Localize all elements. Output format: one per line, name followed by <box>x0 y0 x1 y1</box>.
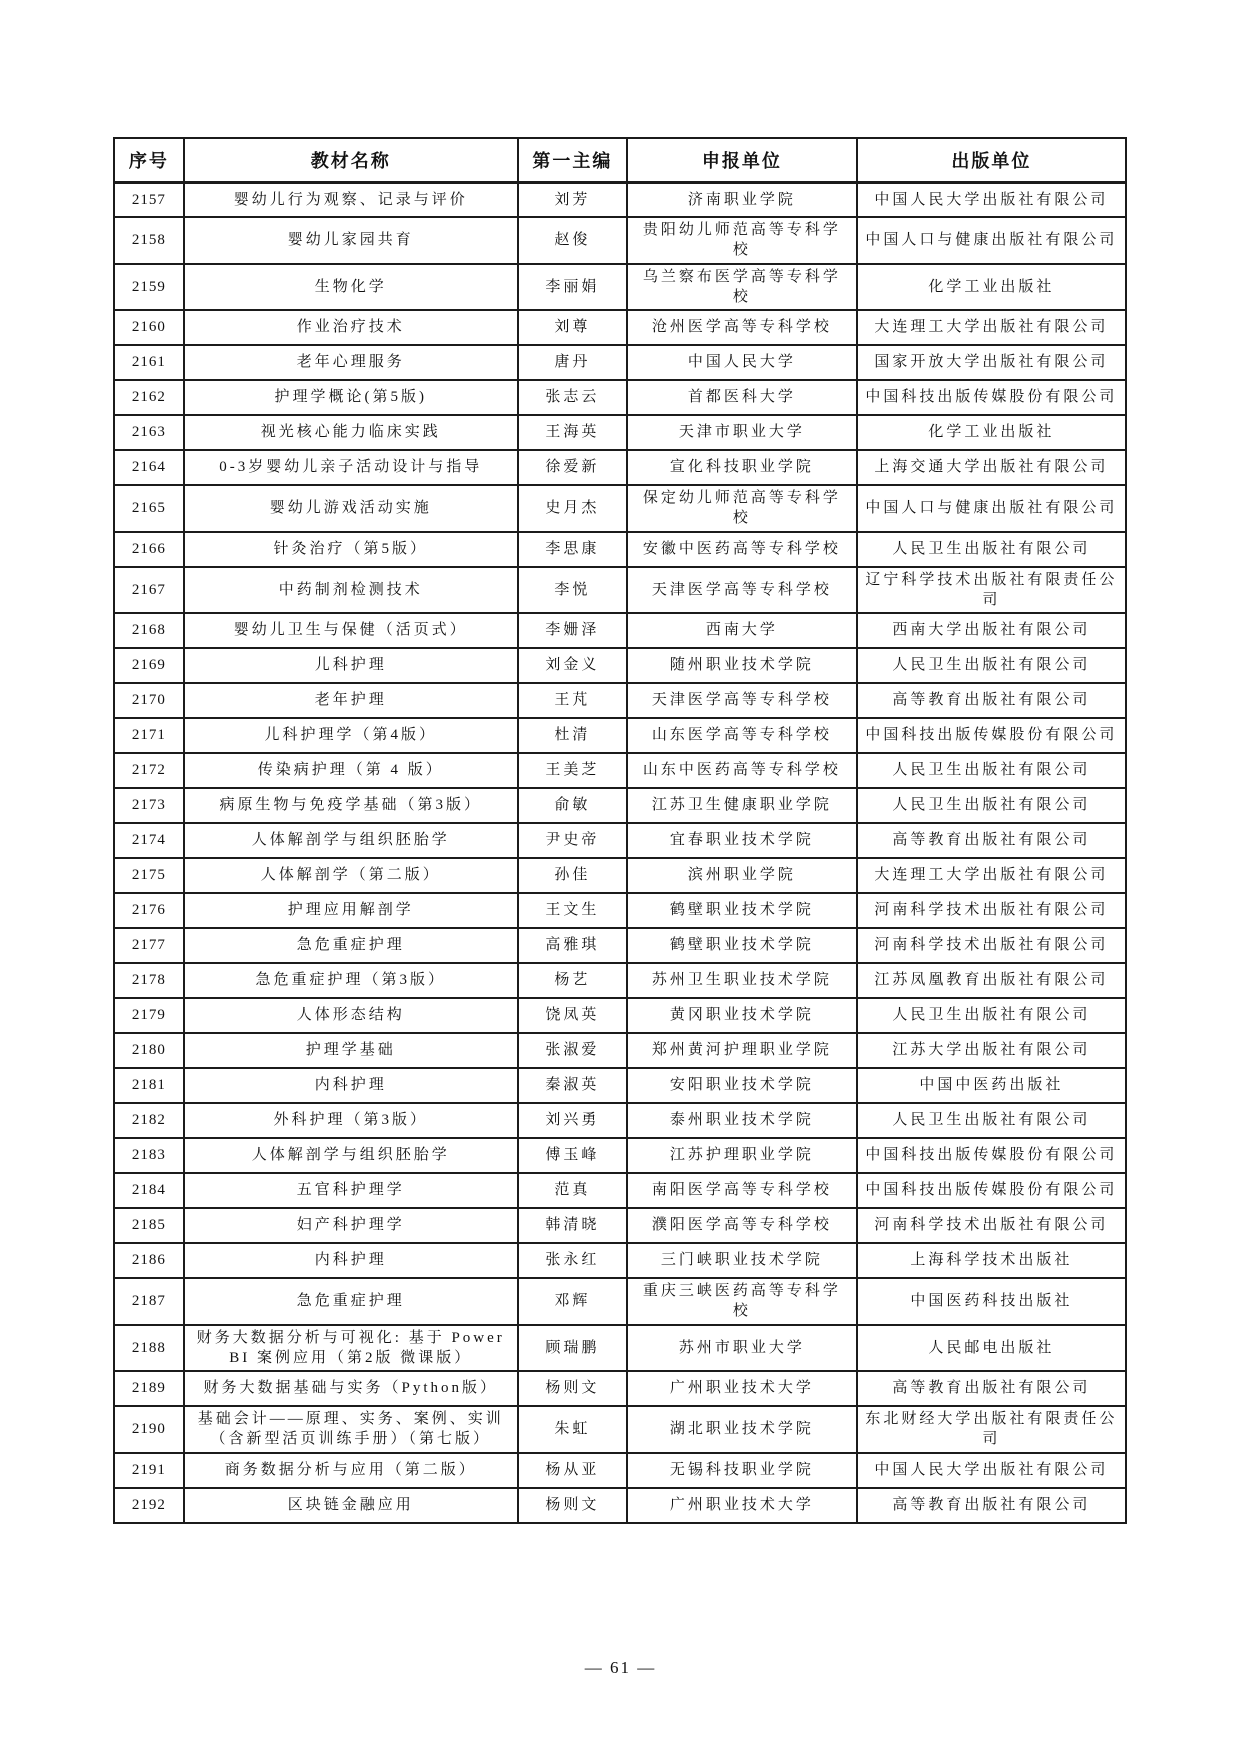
textbook-name-cell: 老年护理 <box>184 683 518 718</box>
publisher-unit-cell: 人民卫生出版社有限公司 <box>857 788 1126 823</box>
first-editor-cell: 顾瑞鹏 <box>518 1325 627 1372</box>
first-editor-cell: 杨则文 <box>518 1371 627 1406</box>
serial-number-cell: 2164 <box>114 450 184 485</box>
textbook-name-cell: 人体解剖学与组织胚胎学 <box>184 823 518 858</box>
applicant-unit-cell: 天津医学高等专科学校 <box>627 683 857 718</box>
first-editor-cell: 刘金义 <box>518 648 627 683</box>
textbook-name-cell: 儿科护理 <box>184 648 518 683</box>
textbook-name-cell: 视光核心能力临床实践 <box>184 415 518 450</box>
table-row <box>114 217 1126 264</box>
textbook-name-cell: 生物化学 <box>184 264 518 311</box>
publisher-unit-cell: 东北财经大学出版社有限责任公司 <box>857 1406 1126 1453</box>
first-editor-cell: 杨则文 <box>518 1488 627 1523</box>
textbook-name-cell: 婴幼儿游戏活动实施 <box>184 485 518 532</box>
first-editor-cell: 韩清晓 <box>518 1208 627 1243</box>
textbook-name-cell: 急危重症护理 <box>184 1278 518 1325</box>
serial-number-cell: 2169 <box>114 648 184 683</box>
serial-number-cell: 2161 <box>114 345 184 380</box>
textbook-name-cell: 人体形态结构 <box>184 998 518 1033</box>
serial-number-cell: 2187 <box>114 1278 184 1325</box>
first-editor-cell: 李姗泽 <box>518 613 627 648</box>
textbook-name-cell: 外科护理（第3版） <box>184 1103 518 1138</box>
first-editor-cell: 刘芳 <box>518 182 627 217</box>
table-row <box>114 648 1126 683</box>
textbook-name-cell: 商务数据分析与应用（第二版） <box>184 1453 518 1488</box>
publisher-unit-cell: 中国人口与健康出版社有限公司 <box>857 485 1126 532</box>
applicant-unit-cell: 三门峡职业技术学院 <box>627 1243 857 1278</box>
publisher-unit-cell: 人民卫生出版社有限公司 <box>857 648 1126 683</box>
first-editor-cell: 张淑爱 <box>518 1033 627 1068</box>
publisher-unit-cell: 国家开放大学出版社有限公司 <box>857 345 1126 380</box>
first-editor-cell: 俞敏 <box>518 788 627 823</box>
applicant-unit-cell: 湖北职业技术学院 <box>627 1406 857 1453</box>
serial-number-cell: 2160 <box>114 310 184 345</box>
publisher-unit-cell: 上海科学技术出版社 <box>857 1243 1126 1278</box>
first-editor-cell: 邓辉 <box>518 1278 627 1325</box>
textbook-name-cell: 作业治疗技术 <box>184 310 518 345</box>
serial-number-cell: 2163 <box>114 415 184 450</box>
col-header-publisher-unit: 出版单位 <box>857 138 1126 182</box>
serial-number-cell: 2166 <box>114 532 184 567</box>
first-editor-cell: 李悦 <box>518 567 627 614</box>
first-editor-cell: 张永红 <box>518 1243 627 1278</box>
table-row <box>114 1278 1126 1325</box>
publisher-unit-cell: 人民卫生出版社有限公司 <box>857 753 1126 788</box>
table-row <box>114 415 1126 450</box>
first-editor-cell: 王美芝 <box>518 753 627 788</box>
table-row <box>114 858 1126 893</box>
publisher-unit-cell: 人民邮电出版社 <box>857 1325 1126 1372</box>
table-row <box>114 753 1126 788</box>
table-row <box>114 567 1126 614</box>
publisher-unit-cell: 辽宁科学技术出版社有限责任公司 <box>857 567 1126 614</box>
table-row <box>114 1453 1126 1488</box>
textbook-name-cell: 财务大数据基础与实务（Python版） <box>184 1371 518 1406</box>
serial-number-cell: 2177 <box>114 928 184 963</box>
first-editor-cell: 范真 <box>518 1173 627 1208</box>
serial-number-cell: 2171 <box>114 718 184 753</box>
first-editor-cell: 孙佳 <box>518 858 627 893</box>
page-footer: — 61 — <box>584 1658 657 1677</box>
applicant-unit-cell: 黄冈职业技术学院 <box>627 998 857 1033</box>
textbook-name-cell: 传染病护理（第 4 版） <box>184 753 518 788</box>
first-editor-cell: 饶凤英 <box>518 998 627 1033</box>
publisher-unit-cell: 江苏大学出版社有限公司 <box>857 1033 1126 1068</box>
first-editor-cell: 王文生 <box>518 893 627 928</box>
applicant-unit-cell: 无锡科技职业学院 <box>627 1453 857 1488</box>
applicant-unit-cell: 滨州职业学院 <box>627 858 857 893</box>
table-row <box>114 1243 1126 1278</box>
publisher-unit-cell: 河南科学技术出版社有限公司 <box>857 893 1126 928</box>
table-row <box>114 718 1126 753</box>
serial-number-cell: 2182 <box>114 1103 184 1138</box>
textbook-name-cell: 妇产科护理学 <box>184 1208 518 1243</box>
publisher-unit-cell: 中国中医药出版社 <box>857 1068 1126 1103</box>
table-row <box>114 1033 1126 1068</box>
table-row <box>114 683 1126 718</box>
publisher-unit-cell: 人民卫生出版社有限公司 <box>857 532 1126 567</box>
table-row <box>114 532 1126 567</box>
applicant-unit-cell: 濮阳医学高等专科学校 <box>627 1208 857 1243</box>
serial-number-cell: 2157 <box>114 182 184 217</box>
serial-number-cell: 2186 <box>114 1243 184 1278</box>
applicant-unit-cell: 山东中医药高等专科学校 <box>627 753 857 788</box>
serial-number-cell: 2170 <box>114 683 184 718</box>
textbook-name-cell: 人体解剖学（第二版） <box>184 858 518 893</box>
applicant-unit-cell: 江苏卫生健康职业学院 <box>627 788 857 823</box>
applicant-unit-cell: 南阳医学高等专科学校 <box>627 1173 857 1208</box>
textbook-name-cell: 急危重症护理（第3版） <box>184 963 518 998</box>
serial-number-cell: 2174 <box>114 823 184 858</box>
first-editor-cell: 秦淑英 <box>518 1068 627 1103</box>
serial-number-cell: 2159 <box>114 264 184 311</box>
applicant-unit-cell: 首都医科大学 <box>627 380 857 415</box>
textbook-name-cell: 中药制剂检测技术 <box>184 567 518 614</box>
table-row <box>114 1173 1126 1208</box>
first-editor-cell: 赵俊 <box>518 217 627 264</box>
serial-number-cell: 2162 <box>114 380 184 415</box>
table-row <box>114 998 1126 1033</box>
applicant-unit-cell: 泰州职业技术学院 <box>627 1103 857 1138</box>
applicant-unit-cell: 宣化科技职业学院 <box>627 450 857 485</box>
applicant-unit-cell: 广州职业技术大学 <box>627 1488 857 1523</box>
publisher-unit-cell: 高等教育出版社有限公司 <box>857 683 1126 718</box>
textbook-name-cell: 区块链金融应用 <box>184 1488 518 1523</box>
publisher-unit-cell: 中国科技出版传媒股份有限公司 <box>857 1173 1126 1208</box>
serial-number-cell: 2181 <box>114 1068 184 1103</box>
serial-number-cell: 2175 <box>114 858 184 893</box>
publisher-unit-cell: 高等教育出版社有限公司 <box>857 823 1126 858</box>
applicant-unit-cell: 济南职业学院 <box>627 182 857 217</box>
table-row <box>114 823 1126 858</box>
textbook-name-cell: 婴幼儿家园共育 <box>184 217 518 264</box>
publisher-unit-cell: 人民卫生出版社有限公司 <box>857 998 1126 1033</box>
publisher-unit-cell: 大连理工大学出版社有限公司 <box>857 858 1126 893</box>
applicant-unit-cell: 郑州黄河护理职业学院 <box>627 1033 857 1068</box>
applicant-unit-cell: 沧州医学高等专科学校 <box>627 310 857 345</box>
publisher-unit-cell: 中国人民大学出版社有限公司 <box>857 182 1126 217</box>
publisher-unit-cell: 西南大学出版社有限公司 <box>857 613 1126 648</box>
publisher-unit-cell: 河南科学技术出版社有限公司 <box>857 928 1126 963</box>
applicant-unit-cell: 重庆三峡医药高等专科学校 <box>627 1278 857 1325</box>
applicant-unit-cell: 贵阳幼儿师范高等专科学校 <box>627 217 857 264</box>
first-editor-cell: 朱虹 <box>518 1406 627 1453</box>
table-body <box>114 182 1126 1523</box>
publisher-unit-cell: 上海交通大学出版社有限公司 <box>857 450 1126 485</box>
serial-number-cell: 2184 <box>114 1173 184 1208</box>
serial-number-cell: 2176 <box>114 893 184 928</box>
serial-number-cell: 2180 <box>114 1033 184 1068</box>
serial-number-cell: 2192 <box>114 1488 184 1523</box>
publisher-unit-cell: 人民卫生出版社有限公司 <box>857 1103 1126 1138</box>
first-editor-cell: 傅玉峰 <box>518 1138 627 1173</box>
publisher-unit-cell: 中国人民大学出版社有限公司 <box>857 1453 1126 1488</box>
first-editor-cell: 王芃 <box>518 683 627 718</box>
first-editor-cell: 史月杰 <box>518 485 627 532</box>
table-row <box>114 264 1126 311</box>
serial-number-cell: 2179 <box>114 998 184 1033</box>
publisher-unit-cell: 江苏凤凰教育出版社有限公司 <box>857 963 1126 998</box>
col-header-textbook-name: 教材名称 <box>184 138 518 182</box>
first-editor-cell: 杨艺 <box>518 963 627 998</box>
applicant-unit-cell: 乌兰察布医学高等专科学校 <box>627 264 857 311</box>
serial-number-cell: 2172 <box>114 753 184 788</box>
table-row <box>114 1068 1126 1103</box>
textbook-name-cell: 病原生物与免疫学基础（第3版） <box>184 788 518 823</box>
serial-number-cell: 2189 <box>114 1371 184 1406</box>
table-row <box>114 1138 1126 1173</box>
table-row <box>114 380 1126 415</box>
textbook-table <box>113 137 1127 1524</box>
serial-number-cell: 2178 <box>114 963 184 998</box>
table-row <box>114 963 1126 998</box>
textbook-name-cell: 护理学基础 <box>184 1033 518 1068</box>
first-editor-cell: 刘兴勇 <box>518 1103 627 1138</box>
first-editor-cell: 李丽娟 <box>518 264 627 311</box>
first-editor-cell: 尹史帝 <box>518 823 627 858</box>
applicant-unit-cell: 鹤壁职业技术学院 <box>627 893 857 928</box>
applicant-unit-cell: 苏州市职业大学 <box>627 1325 857 1372</box>
applicant-unit-cell: 西南大学 <box>627 613 857 648</box>
applicant-unit-cell: 宜春职业技术学院 <box>627 823 857 858</box>
table-row <box>114 450 1126 485</box>
applicant-unit-cell: 广州职业技术大学 <box>627 1371 857 1406</box>
publisher-unit-cell: 中国科技出版传媒股份有限公司 <box>857 718 1126 753</box>
textbook-name-cell: 儿科护理学（第4版） <box>184 718 518 753</box>
publisher-unit-cell: 中国人口与健康出版社有限公司 <box>857 217 1126 264</box>
applicant-unit-cell: 安阳职业技术学院 <box>627 1068 857 1103</box>
table-row <box>114 182 1126 217</box>
table-row <box>114 1208 1126 1243</box>
textbook-name-cell: 基础会计——原理、实务、案例、实训（含新型活页训练手册）（第七版） <box>184 1406 518 1453</box>
textbook-name-cell: 五官科护理学 <box>184 1173 518 1208</box>
applicant-unit-cell: 苏州卫生职业技术学院 <box>627 963 857 998</box>
serial-number-cell: 2190 <box>114 1406 184 1453</box>
publisher-unit-cell: 中国科技出版传媒股份有限公司 <box>857 380 1126 415</box>
first-editor-cell: 杨从亚 <box>518 1453 627 1488</box>
serial-number-cell: 2158 <box>114 217 184 264</box>
textbook-name-cell: 针灸治疗（第5版） <box>184 532 518 567</box>
serial-number-cell: 2185 <box>114 1208 184 1243</box>
first-editor-cell: 王海英 <box>518 415 627 450</box>
col-header-first-editor: 第一主编 <box>518 138 627 182</box>
serial-number-cell: 2188 <box>114 1325 184 1372</box>
textbook-name-cell: 内科护理 <box>184 1068 518 1103</box>
textbook-name-cell: 护理学概论(第5版) <box>184 380 518 415</box>
serial-number-cell: 2168 <box>114 613 184 648</box>
serial-number-cell: 2173 <box>114 788 184 823</box>
first-editor-cell: 刘尊 <box>518 310 627 345</box>
table-header <box>114 138 1126 182</box>
applicant-unit-cell: 保定幼儿师范高等专科学校 <box>627 485 857 532</box>
table-row <box>114 1406 1126 1453</box>
applicant-unit-cell: 天津市职业大学 <box>627 415 857 450</box>
table-row <box>114 485 1126 532</box>
serial-number-cell: 2183 <box>114 1138 184 1173</box>
first-editor-cell: 李思康 <box>518 532 627 567</box>
publisher-unit-cell: 高等教育出版社有限公司 <box>857 1371 1126 1406</box>
publisher-unit-cell: 高等教育出版社有限公司 <box>857 1488 1126 1523</box>
table-row <box>114 1371 1126 1406</box>
table-row <box>114 893 1126 928</box>
table-row <box>114 788 1126 823</box>
publisher-unit-cell: 河南科学技术出版社有限公司 <box>857 1208 1126 1243</box>
serial-number-cell: 2165 <box>114 485 184 532</box>
col-header-applicant-unit: 申报单位 <box>627 138 857 182</box>
table-row <box>114 928 1126 963</box>
textbook-name-cell: 老年心理服务 <box>184 345 518 380</box>
serial-number-cell: 2167 <box>114 567 184 614</box>
textbook-name-cell: 内科护理 <box>184 1243 518 1278</box>
publisher-unit-cell: 化学工业出版社 <box>857 415 1126 450</box>
publisher-unit-cell: 化学工业出版社 <box>857 264 1126 311</box>
textbook-name-cell: 财务大数据分析与可视化: 基于 Power BI 案例应用（第2版 微课版） <box>184 1325 518 1372</box>
textbook-name-cell: 护理应用解剖学 <box>184 893 518 928</box>
col-header-serial-number: 序号 <box>114 138 184 182</box>
applicant-unit-cell: 中国人民大学 <box>627 345 857 380</box>
textbook-name-cell: 婴幼儿行为观察、记录与评价 <box>184 182 518 217</box>
applicant-unit-cell: 鹤壁职业技术学院 <box>627 928 857 963</box>
applicant-unit-cell: 随州职业技术学院 <box>627 648 857 683</box>
first-editor-cell: 张志云 <box>518 380 627 415</box>
table-row <box>114 1103 1126 1138</box>
table-row <box>114 1325 1126 1372</box>
first-editor-cell: 高雅琪 <box>518 928 627 963</box>
textbook-name-cell: 急危重症护理 <box>184 928 518 963</box>
serial-number-cell: 2191 <box>114 1453 184 1488</box>
textbook-name-cell: 人体解剖学与组织胚胎学 <box>184 1138 518 1173</box>
first-editor-cell: 唐丹 <box>518 345 627 380</box>
applicant-unit-cell: 天津医学高等专科学校 <box>627 567 857 614</box>
publisher-unit-cell: 中国科技出版传媒股份有限公司 <box>857 1138 1126 1173</box>
table-row <box>114 1488 1126 1523</box>
publisher-unit-cell: 中国医药科技出版社 <box>857 1278 1126 1325</box>
table-row <box>114 345 1126 380</box>
table-row <box>114 613 1126 648</box>
applicant-unit-cell: 安徽中医药高等专科学校 <box>627 532 857 567</box>
first-editor-cell: 杜清 <box>518 718 627 753</box>
applicant-unit-cell: 江苏护理职业学院 <box>627 1138 857 1173</box>
table-header-row <box>114 138 1126 182</box>
applicant-unit-cell: 山东医学高等专科学校 <box>627 718 857 753</box>
publisher-unit-cell: 大连理工大学出版社有限公司 <box>857 310 1126 345</box>
textbook-name-cell: 0-3岁婴幼儿亲子活动设计与指导 <box>184 450 518 485</box>
textbook-name-cell: 婴幼儿卫生与保健（活页式） <box>184 613 518 648</box>
table-row <box>114 310 1126 345</box>
first-editor-cell: 徐爱新 <box>518 450 627 485</box>
